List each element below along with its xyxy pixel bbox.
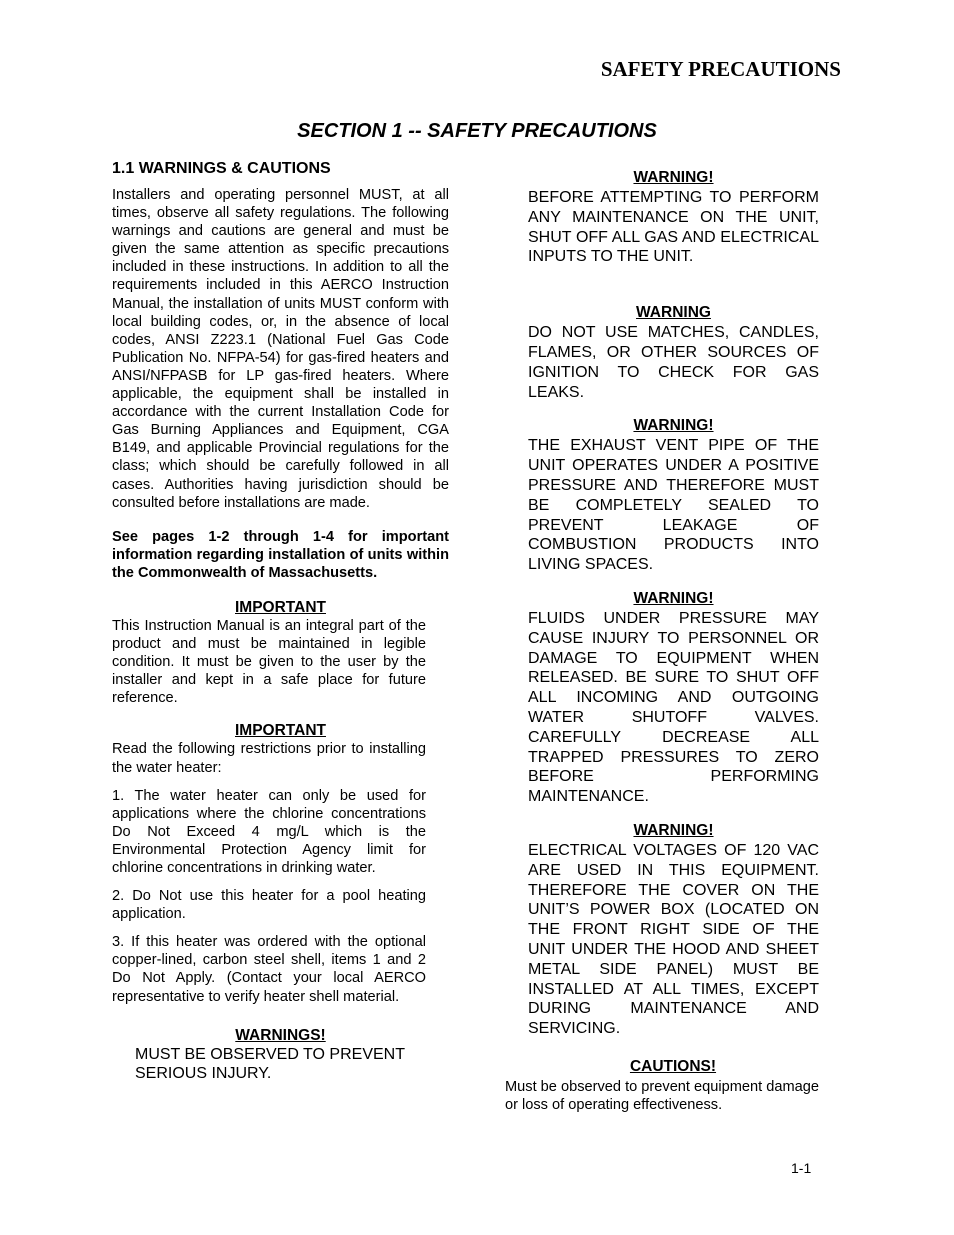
massachusetts-note: See pages 1-2 through 1-4 for important information regarding installation of units within the Commonwealth of Massachusetts. — [112, 528, 449, 581]
running-head: SAFETY PRECAUTIONS — [600, 57, 841, 81]
restriction-item-3: 3. If this heater was ordered with the optional copper-lined, carbon steel shell, items 1 and 2 Do Not Apply. (Contact your local AERCO representative to verify heater shell material. — [112, 934, 426, 1005]
cautions-block — [505, 1057, 819, 1114]
important-text-2: Read the following restrictions prior to installing the water heater: — [112, 741, 426, 776]
warning-block-3 — [505, 416, 819, 575]
warning-text-5: ELECTRICAL VOLTAGES OF 120 VAC ARE USED IN THIS EQUIPMENT. THEREFORE THE COVER ON THE UNIT’S POWER BOX (LOCATED ON THE FRONT RIGHT SIDE OF THE UNIT UNDER THE HOOD AND SHEET METAL SIDE PANEL) MUST BE INSTALLED AT ALL TIMES, EXCEPT DURING MAINTENANCE AND SERVICING. — [528, 841, 819, 1038]
warning-title-1: WARNING! — [633, 169, 714, 186]
warnings-title: WARNINGS! — [235, 1026, 326, 1044]
warning-block-2 — [505, 303, 819, 402]
restriction-item-2: 2. Do Not use this heater for a pool heating application. — [112, 888, 426, 923]
subsection-heading: 1.1 WARNINGS & CAUTIONS — [112, 160, 331, 177]
intro-paragraph: Installers and operating personnel MUST, at all times, observe all safety regulations. The following warnings and cautions are general and must be given the same attention as specific precautions included in these instructions. In addition to all the requirements included in this AERCO Instruction Manual, the installation of units MUST conform with local building codes, or, in the absence of local codes, ANSI Z223.1 (National Fuel Gas Code Publication No. NFPA-54) for gas-fired heaters and ANSI/NFPASB for LP gas-fired heaters. Where applicable, the equipment shall be installed in accordance with the current Installation Code for Gas Burning Appliances and Equipment, CGA B149, and applicable Provincial regulations for the class; which should be carefully followed in all cases. Authorities having jurisdiction should be consulted before installations are made. — [112, 187, 449, 511]
important-title-1: IMPORTANT — [235, 598, 326, 616]
warning-title-2: WARNING — [636, 304, 711, 322]
important-notice-1 — [112, 598, 449, 707]
warning-text-2: DO NOT USE MATCHES, CANDLES, FLAMES, OR OTHER SOURCES OF IGNITION TO CHECK FOR GAS LEAKS. — [528, 324, 819, 401]
right-column — [505, 168, 819, 1114]
warning-text-1: BEFORE ATTEMPTING TO PERFORM ANY MAINTENANCE ON THE UNIT, SHUT OFF ALL GAS AND ELECTRICAL INPUTS TO THE UNIT. — [528, 189, 819, 266]
warning-title-5: WARNING! — [633, 821, 714, 839]
cautions-text: Must be observed to prevent equipment damage or loss of operating effectiveness. — [505, 1078, 819, 1113]
left-column — [112, 160, 449, 1084]
warning-text-3: THE EXHAUST VENT PIPE OF THE UNIT OPERATES UNDER A POSITIVE PRESSURE AND THEREFORE MUST BE COMPLETELY SEALED TO PREVENT LEAKAGE OF COMBUSTION PRODUCTS INTO LIVING SPACES. — [528, 437, 819, 574]
important-text-1: This Instruction Manual is an integral part of the product and must be maintained in legible condition. It must be given to the user by the installer and kept in a safe place for future reference. — [112, 617, 426, 707]
warning-title-4: WARNING! — [633, 589, 714, 607]
important-notice-2 — [112, 721, 449, 1005]
warning-block-4 — [505, 589, 819, 807]
warnings-notice — [112, 1026, 449, 1084]
restriction-item-1: 1. The water heater can only be used for applications where the chlorine concentrations Do Not Exceed 4 mg/L which is the Environmental Protection Agency limit for chlorine concentrations in drinking water. — [112, 787, 426, 876]
important-title-2: IMPORTANT — [235, 722, 326, 740]
section-title: SECTION 1 -- SAFETY PRECAUTIONS — [297, 120, 657, 142]
warning-text-4: FLUIDS UNDER PRESSURE MAY CAUSE INJURY TO PERSONNEL OR DAMAGE TO EQUIPMENT WHEN RELEASED. BE SURE TO SHUT OFF ALL INCOMING AND OUTGOING WATER SHUTOFF VALVES. CAREFULLY DECREASE ALL TRAPPED PRESSURES TO ZERO BEFORE PERFORMING MAINTENANCE. — [528, 609, 819, 806]
page-number: 1-1 — [791, 1160, 812, 1176]
warnings-text: MUST BE OBSERVED TO PREVENT SERIOUS INJURY. — [135, 1045, 405, 1083]
warning-block-5 — [505, 821, 819, 1039]
cautions-title: CAUTIONS! — [629, 1057, 717, 1075]
warning-title-3: WARNING! — [633, 417, 714, 435]
warning-block-1 — [505, 168, 819, 267]
